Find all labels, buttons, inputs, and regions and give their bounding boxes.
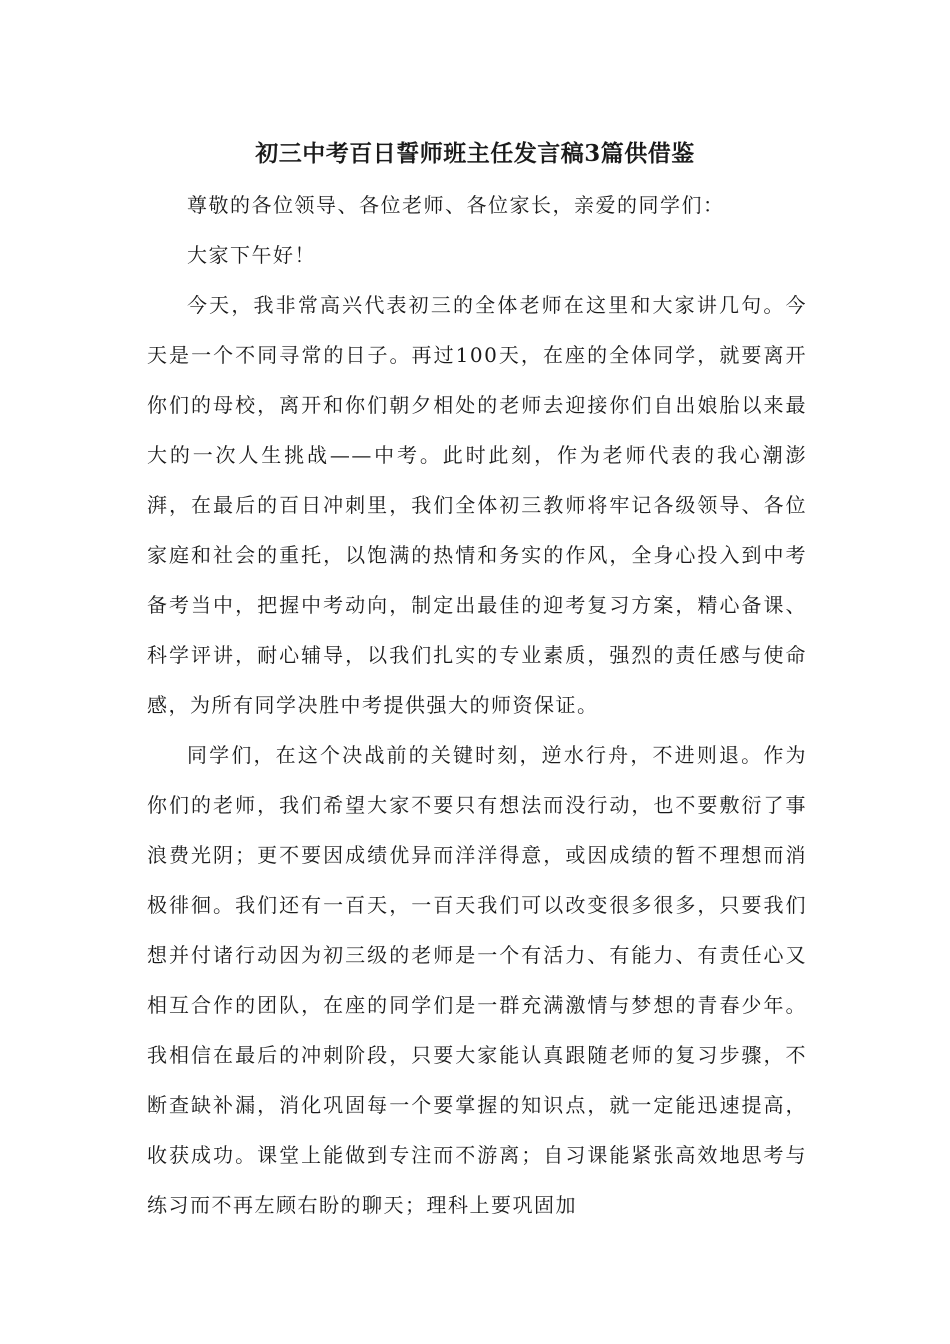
body-paragraph-1: 今天，我非常高兴代表初三的全体老师在这里和大家讲几句。今天是一个不同寻常的日子。再过100天，在座的全体同学，就要离开你们的母校，离开和你们朝夕相处的老师去迎接你们自出娘胎以来最大的一次人生挑战——中考。此时此刻，作为老师代表的我心潮澎湃，在最后的百日冲刺里，我们全体初三教师将牢记各级领导、各位家庭和社会的重托，以饱满的热情和务实的作风，全身心投入到中考备考当中，把握中考动向，制定出最佳的迎考复习方案，精心备课、科学评讲，耐心辅导，以我们扎实的专业素质，强烈的责任感与使命感，为所有同学决胜中考提供强大的师资保证。 — [147, 293, 807, 717]
salutation-paragraph: 尊敬的各位领导、各位老师、各位家长，亲爱的同学们： — [187, 193, 725, 217]
document-body — [147, 180, 807, 1230]
document-title: 初三中考百日誓师班主任发言稿3篇供借鉴 — [255, 140, 695, 167]
body-paragraph-2: 同学们，在这个决战前的关键时刻，逆水行舟，不进则退。作为你们的老师，我们希望大家不要只有想法而没行动，也不要敷衍了事浪费光阴；更不要因成绩优异而洋洋得意，或因成绩的暂不理想而消极徘徊。我们还有一百天，一百天我们可以改变很多很多，只要我们想并付诸行动因为初三级的老师是一个有活力、有能力、有责任心又相互合作的团队，在座的同学们是一群充满激情与梦想的青春少年。我相信在最后的冲刺阶段，只要大家能认真跟随老师的复习步骤，不断查缺补漏，消化巩固每一个要掌握的知识点，就一定能迅速提高，收获成功。课堂上能做到专注而不游离；自习课能紧张高效地思考与练习而不再左顾右盼的聊天；理科上要巩固加 — [147, 743, 807, 1217]
greeting-paragraph: 大家下午好！ — [187, 243, 316, 267]
